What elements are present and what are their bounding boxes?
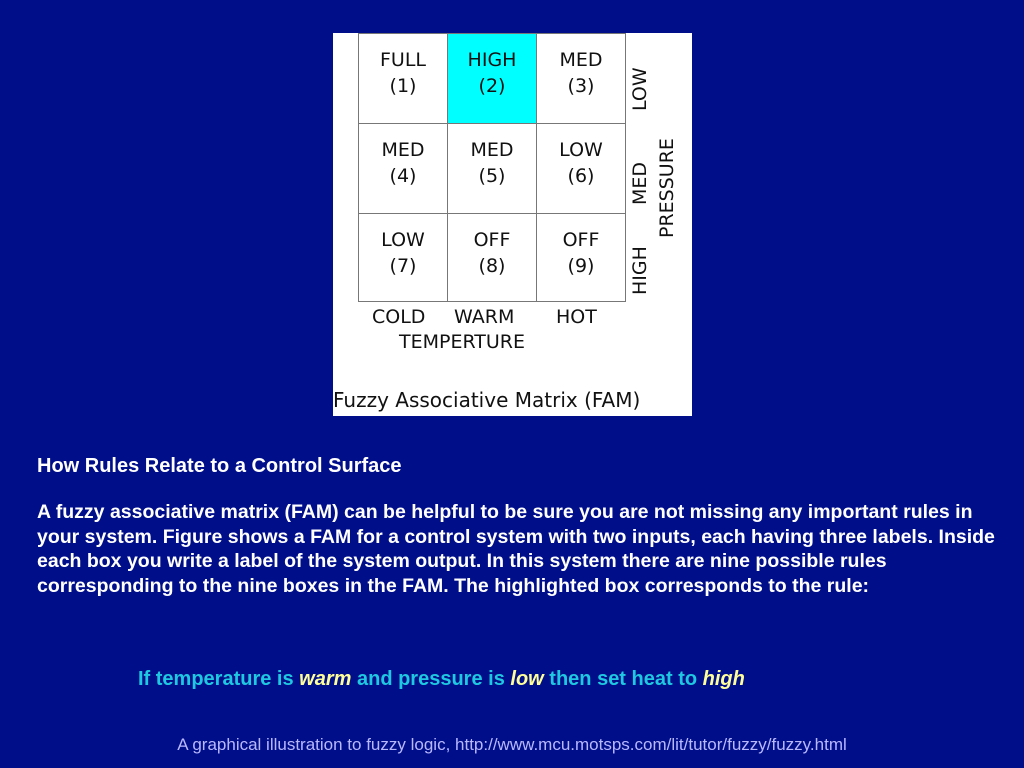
pressure-label-med: MED (629, 161, 651, 205)
temp-axis-title: TEMPERTURE (399, 331, 526, 353)
body-paragraph: A fuzzy associative matrix (FAM) can be helpful to be sure you are not missing any important rules in your system. Figure shows a FAM for a control system with two inputs, each having three labels. Inside each box you write a label of the system output. In this system there are nine possible rules corresponding to the nine boxes in the FAM. The highlighted box corresponds to the rule: (37, 501, 995, 597)
pressure-label-high: HIGH (629, 246, 651, 295)
fam-cell-label: LOW (381, 229, 425, 251)
fam-cell-number: (1) (389, 75, 417, 97)
rule-text-part: and pressure is (351, 668, 511, 690)
fam-cell-label: MED (470, 139, 514, 161)
fam-cell-number: (3) (567, 75, 595, 97)
fam-cell-number: (7) (389, 255, 417, 277)
fam-cell-9 (536, 213, 626, 302)
fam-cell-number: (9) (567, 255, 595, 277)
fam-cell-number: (5) (478, 165, 506, 187)
fam-cell-number: (2) (478, 75, 506, 97)
fam-cell-5 (447, 123, 537, 214)
fam-cell-3 (536, 33, 626, 124)
fam-cell-4 (358, 123, 448, 214)
fam-figure (333, 33, 692, 416)
fam-cell-number: (8) (478, 255, 506, 277)
fam-cell-number: (6) (567, 165, 595, 187)
fam-cell-label: OFF (562, 229, 600, 251)
fam-cell-1 (358, 33, 448, 124)
fam-cell-7 (358, 213, 448, 302)
rule-temperature-value: warm (299, 668, 352, 690)
fam-cell-2-highlighted (447, 33, 537, 124)
temp-label-cold: COLD (372, 306, 426, 328)
rule-text-part: then set heat to (543, 668, 703, 690)
fam-cell-label: OFF (473, 229, 511, 251)
pressure-axis-title: PRESSURE (656, 138, 678, 238)
fam-caption: Fuzzy Associative Matrix (FAM) (333, 388, 641, 412)
section-heading: How Rules Relate to a Control Surface (37, 455, 402, 477)
fam-cell-label: LOW (559, 139, 603, 161)
fam-cell-number: (4) (389, 165, 417, 187)
rule-heat-value: high (702, 668, 745, 690)
temp-label-warm: WARM (454, 306, 515, 328)
rule-text-part: If temperature is (138, 668, 300, 690)
pressure-label-low: LOW (629, 67, 651, 111)
fam-cell-6 (536, 123, 626, 214)
fam-cell-label: MED (381, 139, 425, 161)
temp-label-hot: HOT (556, 306, 597, 328)
footer-citation: A graphical illustration to fuzzy logic, http://www.mcu.motsps.com/lit/tutor/fuzzy/fuzzy.html (177, 735, 847, 754)
fam-cell-8 (447, 213, 537, 302)
fam-cell-label: FULL (379, 49, 426, 71)
rule-pressure-value: low (510, 668, 544, 690)
fam-cell-label: MED (559, 49, 603, 71)
rule-statement (138, 668, 745, 691)
fam-cell-label: HIGH (467, 49, 517, 71)
